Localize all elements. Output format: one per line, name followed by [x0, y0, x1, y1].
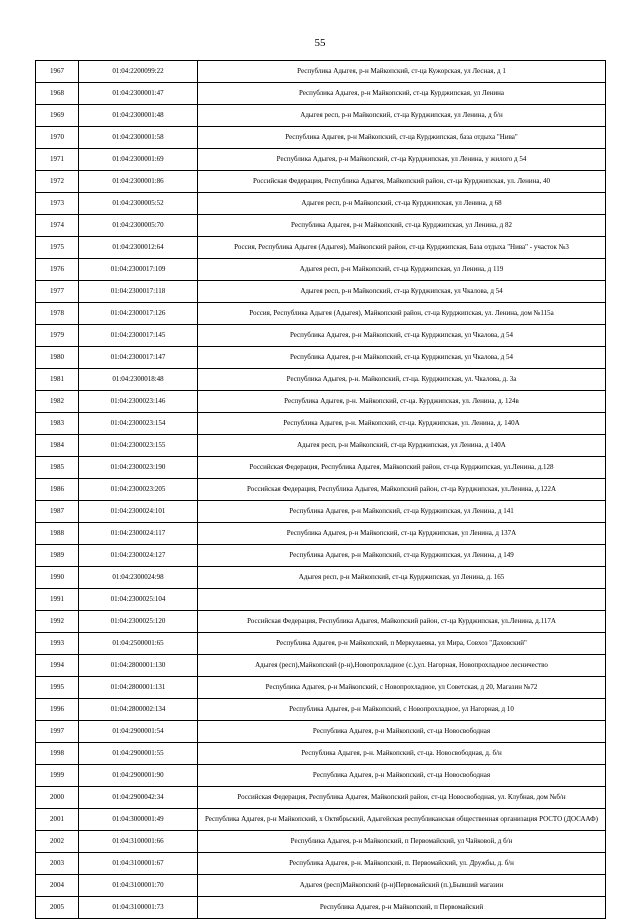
table-row — [36, 545, 606, 567]
table-row — [36, 61, 606, 83]
address-cell: Адыгея респ, р-н Майкопский, ст-ца Курджипская, ул Ленина, д. 165 — [198, 567, 606, 589]
address-cell: Российская Федерация, Республика Адыгея, Майкопский район, ст-ца Курджипская, ул.Ленина, д.128 — [198, 457, 606, 479]
cadastral-number-cell: 01:04:2300023:154 — [79, 413, 198, 435]
cadastral-number-cell: 01:04:3100001:66 — [79, 831, 198, 853]
cadastral-number-cell: 01:04:2300012:64 — [79, 237, 198, 259]
cadastral-number-cell: 01:04:2200099:22 — [79, 61, 198, 83]
address-cell: Республика Адыгея, р-н Майкопский, х Октябрьский, Адыгейская республиканская общественная организация РОСТО (ДОСААФ) — [198, 809, 606, 831]
row-number-cell: 1995 — [36, 677, 79, 699]
row-number-cell: 1989 — [36, 545, 79, 567]
row-number-cell: 1982 — [36, 391, 79, 413]
address-cell: Республика Адыгея, р-н Майкопский, ст-ца Курджипская, ул Ленина, д 141 — [198, 501, 606, 523]
row-number-cell: 1996 — [36, 699, 79, 721]
table-row — [36, 83, 606, 105]
address-cell: Республика Адыгея, р-н Майкопский, ст-ца Курджипская, ул Ленина — [198, 83, 606, 105]
cadastral-number-cell: 01:04:2300017:118 — [79, 281, 198, 303]
address-cell: Республика Адыгея, р-н. Майкопский, ст-ца. Курджипская, ул. Ленина, д. 140А — [198, 413, 606, 435]
cadastral-number-cell: 01:04:2800001:131 — [79, 677, 198, 699]
cadastral-number-cell: 01:04:2300005:52 — [79, 193, 198, 215]
row-number-cell: 1998 — [36, 743, 79, 765]
row-number-cell: 1975 — [36, 237, 79, 259]
cadastral-number-cell: 01:04:2300025:104 — [79, 589, 198, 611]
row-number-cell: 1988 — [36, 523, 79, 545]
cadastral-number-cell: 01:04:2300023:205 — [79, 479, 198, 501]
table-row — [36, 655, 606, 677]
table-row — [36, 457, 606, 479]
table-row — [36, 281, 606, 303]
row-number-cell: 1972 — [36, 171, 79, 193]
table-row — [36, 193, 606, 215]
table-row — [36, 479, 606, 501]
address-cell: Республика Адыгея, р-н Майкопский, ст-ца Кужорская, ул Лесная, д 1 — [198, 61, 606, 83]
address-cell: Адыгея респ, р-н Майкопский, ст-ца Курджипская, ул Ленина, д 68 — [198, 193, 606, 215]
row-number-cell: 1991 — [36, 589, 79, 611]
cadastral-number-cell: 01:04:2300017:109 — [79, 259, 198, 281]
row-number-cell: 2003 — [36, 853, 79, 875]
row-number-cell: 1973 — [36, 193, 79, 215]
row-number-cell: 2005 — [36, 897, 79, 919]
row-number-cell: 1968 — [36, 83, 79, 105]
row-number-cell: 2002 — [36, 831, 79, 853]
table-row — [36, 369, 606, 391]
row-number-cell: 1983 — [36, 413, 79, 435]
table-row — [36, 325, 606, 347]
address-cell: Российская Федерация, Республика Адыгея, Майкопский район, ст-ца Курджипская, ул. Ленина, 40 — [198, 171, 606, 193]
cadastral-number-cell: 01:04:2300024:101 — [79, 501, 198, 523]
address-cell — [198, 589, 606, 611]
cadastral-number-cell: 01:04:2900001:54 — [79, 721, 198, 743]
row-number-cell: 1969 — [36, 105, 79, 127]
table-row — [36, 567, 606, 589]
table-row — [36, 435, 606, 457]
cadastral-number-cell: 01:04:2800002:134 — [79, 699, 198, 721]
address-cell: Российская Федерация, Республика Адыгея, Майкопский район, ст-ца Курджипская, ул.Ленина, д.122А — [198, 479, 606, 501]
address-cell: Республика Адыгея, р-н Майкопский, ст-ца Курджипская, ул Чкалова, д 54 — [198, 325, 606, 347]
table-row — [36, 215, 606, 237]
table-row — [36, 633, 606, 655]
address-cell: Адыгея респ, р-н Майкопский, ст-ца Курджипская, ул Ленина, д 140А — [198, 435, 606, 457]
cadastral-number-cell: 01:04:3100001:67 — [79, 853, 198, 875]
row-number-cell: 1985 — [36, 457, 79, 479]
table-row — [36, 677, 606, 699]
row-number-cell: 1987 — [36, 501, 79, 523]
row-number-cell: 1994 — [36, 655, 79, 677]
table-row — [36, 149, 606, 171]
table-row — [36, 875, 606, 897]
cadastral-number-cell: 01:04:2300025:120 — [79, 611, 198, 633]
row-number-cell: 2001 — [36, 809, 79, 831]
table-row — [36, 699, 606, 721]
table-row — [36, 237, 606, 259]
address-cell: Республика Адыгея, р-н. Майкопский, ст-ца. Курджипская, ул. Чкалова, д. 3а — [198, 369, 606, 391]
cadastral-number-cell: 01:04:2300023:190 — [79, 457, 198, 479]
table-row — [36, 303, 606, 325]
cadastral-number-cell: 01:04:2300001:47 — [79, 83, 198, 105]
address-cell: Республика Адыгея, р-н Майкопский, п Меркулаевка, ул Мира, Совхоз "Даховский" — [198, 633, 606, 655]
table-row — [36, 171, 606, 193]
row-number-cell: 1977 — [36, 281, 79, 303]
row-number-cell: 1967 — [36, 61, 79, 83]
cadastral-number-cell: 01:04:2300023:146 — [79, 391, 198, 413]
address-cell: Адыгея респ, р-н Майкопский, ст-ца Курджипская, ул Ленина, д 119 — [198, 259, 606, 281]
cadastral-number-cell: 01:04:2300017:145 — [79, 325, 198, 347]
address-cell: Республика Адыгея, р-н Майкопский, ст-ца Курджипская, ул Ленина, у жилого д 54 — [198, 149, 606, 171]
address-cell: Республика Адыгея, р-н Майкопский, ст-ца Новосвободная — [198, 765, 606, 787]
row-number-cell: 1981 — [36, 369, 79, 391]
address-cell: Республика Адыгея, р-н Майкопский, п Первомайский, ул Чайковой, д б/н — [198, 831, 606, 853]
address-cell: Российская Федерация, Республика Адыгея, Майкопский район, ст-ца Курджипская, ул.Ленина, д.117А — [198, 611, 606, 633]
address-cell: Республика Адыгея, р-н Майкопский, п Первомайский — [198, 897, 606, 919]
address-cell: Республика Адыгея, р-н Майкопский, ст-ца Новосвободная — [198, 721, 606, 743]
cadastral-number-cell: 01:04:2300001:69 — [79, 149, 198, 171]
cadastral-number-cell: 01:04:2300001:48 — [79, 105, 198, 127]
table-row — [36, 391, 606, 413]
row-number-cell: 1990 — [36, 567, 79, 589]
table-row — [36, 347, 606, 369]
table-row — [36, 523, 606, 545]
table-row — [36, 897, 606, 919]
page-number: 55 — [314, 37, 326, 49]
table-row — [36, 105, 606, 127]
table-row — [36, 853, 606, 875]
row-number-cell: 1992 — [36, 611, 79, 633]
address-cell: Республика Адыгея, р-н. Майкопский, ст-ца. Курджипская, ул. Ленина, д. 124в — [198, 391, 606, 413]
row-number-cell: 1999 — [36, 765, 79, 787]
address-cell: Республика Адыгея, р-н. Майкопский, ст-ца. Новосвободная, д. б/н — [198, 743, 606, 765]
row-number-cell: 2004 — [36, 875, 79, 897]
address-cell: Республика Адыгея, р-н Майкопский, ст-ца Курджипская, ул Ленина, д 137А — [198, 523, 606, 545]
row-number-cell: 1979 — [36, 325, 79, 347]
cadastral-number-cell: 01:04:2300024:117 — [79, 523, 198, 545]
row-number-cell: 2000 — [36, 787, 79, 809]
registry-table — [35, 60, 606, 919]
row-number-cell: 1984 — [36, 435, 79, 457]
cadastral-number-cell: 01:04:3100001:70 — [79, 875, 198, 897]
address-cell: Адыгея (респ)Майкопский (р-н)Первомайский (п.),Бывший магазин — [198, 875, 606, 897]
cadastral-number-cell: 01:04:2300001:86 — [79, 171, 198, 193]
row-number-cell: 1980 — [36, 347, 79, 369]
row-number-cell: 1970 — [36, 127, 79, 149]
address-cell: Россия, Республика Адыгея (Адыгея), Майкопский район, ст-ца Курджипская, ул. Ленина, дом №115а — [198, 303, 606, 325]
table-row — [36, 787, 606, 809]
cadastral-number-cell: 01:04:2900042:34 — [79, 787, 198, 809]
table-row — [36, 721, 606, 743]
address-cell: Республика Адыгея, р-н Майкопский, с Новопрохладное, ул Нагорная, д 10 — [198, 699, 606, 721]
registry-table-body — [36, 61, 606, 919]
row-number-cell: 1993 — [36, 633, 79, 655]
cadastral-number-cell: 01:04:2800001:130 — [79, 655, 198, 677]
row-number-cell: 1974 — [36, 215, 79, 237]
cadastral-number-cell: 01:04:2500001:65 — [79, 633, 198, 655]
table-row — [36, 831, 606, 853]
address-cell: Республика Адыгея, р-н Майкопский, ст-ца Курджипская, база отдыха "Нива" — [198, 127, 606, 149]
cadastral-number-cell: 01:04:2300017:147 — [79, 347, 198, 369]
cadastral-number-cell: 01:04:2300018:48 — [79, 369, 198, 391]
row-number-cell: 1978 — [36, 303, 79, 325]
cadastral-number-cell: 01:04:2900001:90 — [79, 765, 198, 787]
address-cell: Республика Адыгея, р-н Майкопский, ст-ца Курджипская, ул Ленина, д 82 — [198, 215, 606, 237]
row-number-cell: 1976 — [36, 259, 79, 281]
row-number-cell: 1997 — [36, 721, 79, 743]
table-row — [36, 809, 606, 831]
cadastral-number-cell: 01:04:2300001:58 — [79, 127, 198, 149]
address-cell: Республика Адыгея, р-н Майкопский, с Новопрохладное, ул Советская, д 20, Магазин №72 — [198, 677, 606, 699]
table-row — [36, 413, 606, 435]
table-row — [36, 589, 606, 611]
address-cell: Адыгея (респ),Майкопский (р-н),Новопрохладное (с.),ул. Нагорная, Новопрохладное лесничество — [198, 655, 606, 677]
address-cell: Россия, Республика Адыгея (Адыгея), Майкопский район, ст-ца Курджипская, База отдыха "Нива" - участок №3 — [198, 237, 606, 259]
table-row — [36, 765, 606, 787]
address-cell: Адыгея респ, р-н Майкопский, ст-ца Курджипская, ул Ленина, д б/н — [198, 105, 606, 127]
cadastral-number-cell: 01:04:2300024:98 — [79, 567, 198, 589]
cadastral-number-cell: 01:04:2300017:126 — [79, 303, 198, 325]
cadastral-number-cell: 01:04:3100001:73 — [79, 897, 198, 919]
cadastral-number-cell: 01:04:2300023:155 — [79, 435, 198, 457]
table-row — [36, 259, 606, 281]
address-cell: Республика Адыгея, р-н Майкопский, ст-ца Курджипская, ул Чкалова, д 54 — [198, 347, 606, 369]
table-row — [36, 743, 606, 765]
address-cell: Адыгея респ, р-н Майкопский, ст-ца Курджипская, ул Чкалова, д 54 — [198, 281, 606, 303]
table-row — [36, 501, 606, 523]
cadastral-number-cell: 01:04:3000001:49 — [79, 809, 198, 831]
address-cell: Республика Адыгея, р-н Майкопский, ст-ца Курджипская, ул Ленина, д 149 — [198, 545, 606, 567]
address-cell: Республика Адыгея, р-н. Майкопский, п. Первомайский, ул. Дружбы, д. б/н — [198, 853, 606, 875]
table-row — [36, 611, 606, 633]
cadastral-number-cell: 01:04:2300005:70 — [79, 215, 198, 237]
address-cell: Российская Федерация, Республика Адыгея, Майкопский район, ст-ца Новосвободная, ул. Клубная, дом №б/н — [198, 787, 606, 809]
row-number-cell: 1986 — [36, 479, 79, 501]
row-number-cell: 1971 — [36, 149, 79, 171]
cadastral-number-cell: 01:04:2300024:127 — [79, 545, 198, 567]
table-row — [36, 127, 606, 149]
cadastral-number-cell: 01:04:2900001:55 — [79, 743, 198, 765]
